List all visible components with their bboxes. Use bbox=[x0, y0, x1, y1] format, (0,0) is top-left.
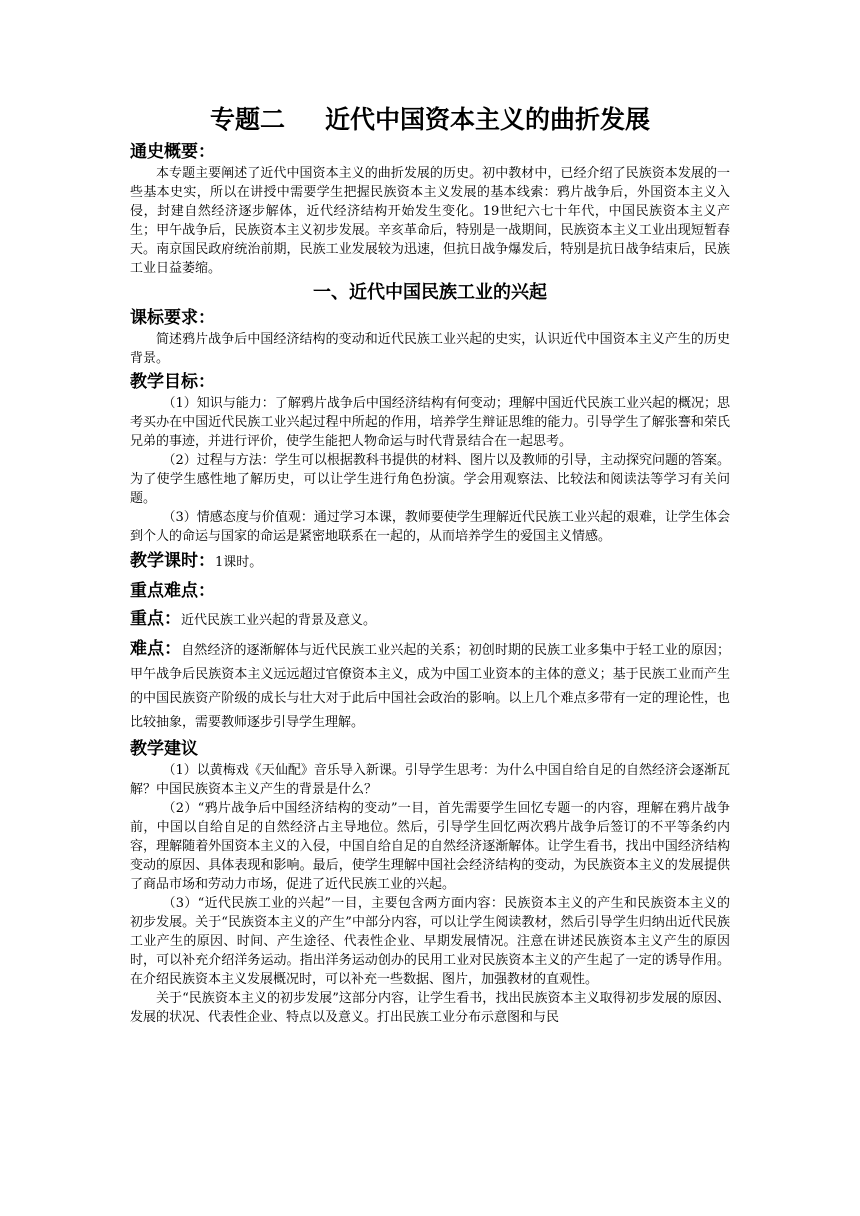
hours-heading: 教学课时： bbox=[130, 551, 215, 571]
suggestion-item: （3）“近代民族工业的兴起”一目，主要包含两方面内容：民族资本主义的产生和民族资本主义的初步发展。关于“民族资本主义的产生”中部分内容，可以让学生阅读教材，然后引导学生归纳出近代民族工业产生的原因、时间、产生途径、代表性企业、早期发展情况。注意在讲述民族资本主义产生的原因时，可以补充介绍洋务运动。指出洋务运动创办的民用工业对民族资本主义的产生起了一定的诱导作用。在介绍民族资本主义发展概况时，可以补充一些数据、图片，加强教材的直观性。 bbox=[130, 896, 730, 987]
hours-value: 1课时。 bbox=[215, 555, 263, 570]
goal-item: （1）知识与能力：了解鸦片战争后中国经济结构有何变动；理解中国近代民族工业兴起的概况；思考买办在中国近代民族工业兴起过程中所起的作用，培养学生辩证思维的能力。引导学生了解张謇和荣氏兄弟的事迹，并进行评价，使学生能把人物命运与时代背景结合在一起思考。 bbox=[130, 396, 730, 449]
suggestion-item: （1）以黄梅戏《天仙配》音乐导入新课。引导学生思考：为什么中国自给自足的自然经济会逐渐瓦解？中国民族资本主义产生的背景是什么？ bbox=[130, 763, 730, 797]
title-topic-name: 近代中国资本主义的曲折发展 bbox=[325, 105, 651, 134]
overview-paragraph: 本专题主要阐述了近代中国资本主义的曲折发展的历史。初中教材中，已经介绍了民族资本发展的一些基本史实，所以在讲授中需要学生把握民族资本主义发展的基本线索：鸦片战争后，外国资本主义入侵，封建自然经济逐步解体，近代经济结构开始发生变化。19世纪六七十年代，中国民族资本主义产生；甲午战争后，民族资本主义初步发展。辛亥革命后，特别是一战期间，民族资本主义工业出现短暂春天。南京国民政府统治前期，民族工业发展较为迅速，但抗日战争爆发后，特别是抗日战争结束后，民族工业日益萎缩。 bbox=[130, 166, 730, 276]
overview-heading: 通史概要： bbox=[130, 142, 215, 162]
difficulty-paragraph bbox=[130, 637, 730, 735]
standard-heading: 课标要求： bbox=[130, 308, 215, 328]
goals-heading: 教学目标： bbox=[130, 372, 215, 392]
focus-line bbox=[130, 607, 730, 633]
title-topic-number: 专题二 bbox=[209, 105, 285, 134]
goal-item: （3）情感态度与价值观：通过学习本课，教师要使学生理解近代民族工业兴起的艰难，让学生体会到个人的命运与国家的命运是紧密地联系在一起的，从而培养学生的爱国主义情感。 bbox=[130, 510, 730, 544]
focus-heading: 重点： bbox=[130, 609, 181, 629]
document-title bbox=[130, 100, 730, 140]
hours-line bbox=[130, 549, 730, 575]
key-points-heading: 重点难点： bbox=[130, 581, 215, 601]
difficulty-text: 自然经济的逐渐解体与近代民族工业兴起的关系；初创时期的民族工业多集中于轻工业的原因；甲午战争后民族资本主义远远超过官僚资本主义，成为中国工业资本的主体的意义；基于民族工业而产生的中国民族资产阶级的成长与壮大对于此后中国社会政治的影响。以上几个难点多带有一定的理论性，也比较抽象，需要教师逐步引导学生理解。 bbox=[130, 643, 731, 730]
suggestion-item: 关于“民族资本主义的初步发展”这部分内容，让学生看书，找出民族资本主义取得初步发展的原因、发展的状况、代表性企业、特点以及意义。打出民族工业分布示意图和与民 bbox=[130, 991, 730, 1025]
suggestion-item: （2）“鸦片战争后中国经济结构的变动”一目，首先需要学生回忆专题一的内容，理解在鸦片战争前，中国以自给自足的自然经济占主导地位。然后，引导学生回忆两次鸦片战争后签订的不平等条约内容，理解随着外国资本主义的入侵，中国自给自足的自然经济逐渐解体。让学生看书，找出中国经济结构变动的原因、具体表现和影响。最后，使学生理解中国社会经济结构的变动，为民族资本主义的发展提供了商品市场和劳动力市场，促进了近代民族工业的兴起。 bbox=[130, 801, 730, 892]
focus-text: 近代民族工业兴起的背景及意义。 bbox=[181, 613, 377, 628]
standard-paragraph: 简述鸦片战争后中国经济结构的变动和近代民族工业兴起的史实，认识近代中国资本主义产生的历史背景。 bbox=[130, 332, 730, 366]
goal-item: （2）过程与方法：学生可以根据教科书提供的材料、图片以及教师的引导，主动探究问题的答案。为了使学生感性地了解历史，可以让学生进行角色扮演。学会用观察法、比较法和阅读法等学习有关问题。 bbox=[130, 453, 730, 506]
suggestions-heading: 教学建议 bbox=[130, 739, 198, 759]
difficulty-heading: 难点： bbox=[130, 639, 182, 659]
document-page bbox=[130, 100, 730, 1027]
section-title: 一、近代中国民族工业的兴起 bbox=[313, 282, 547, 303]
